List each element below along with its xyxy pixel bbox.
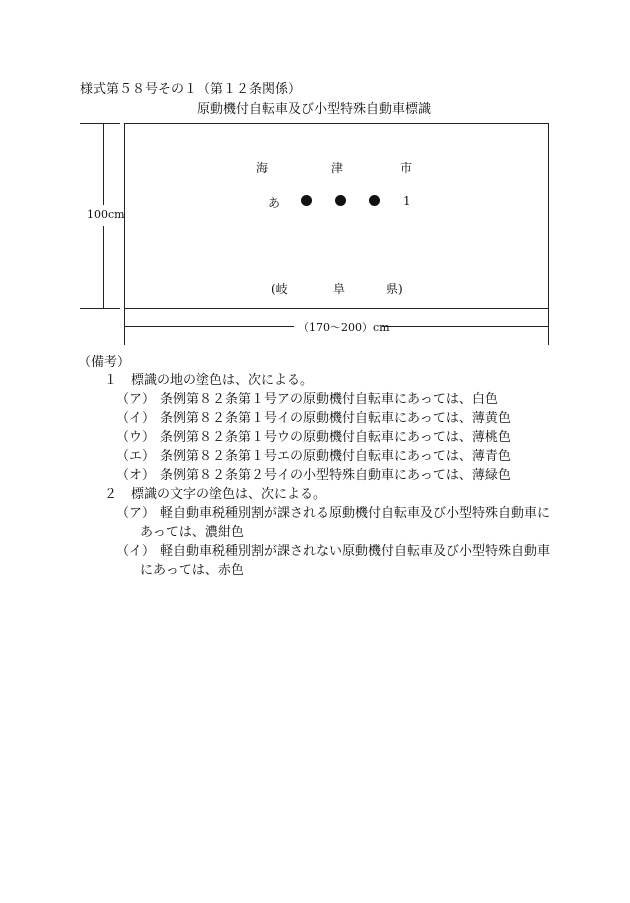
remark-2-number: ２ [104,487,118,502]
remark-2i-line2: にあっては、赤色 [140,563,244,578]
remark-1u-text: 条例第８２条第１号ウの原動機付自転車にあっては、薄桃色 [160,430,511,445]
plate-prefecture-char-2: 阜 [333,282,346,296]
height-dimension-line-upper [103,123,104,205]
plate-number: 1 [403,194,411,208]
plate-prefecture-char-3: 県) [386,282,403,296]
remark-1o-label: （オ） [116,468,156,483]
remark-2i-label: （イ） [116,544,156,559]
width-dimension-line-right [382,326,548,327]
height-dimension-label: 100cm [87,208,125,221]
plate-city-char-2: 津 [331,161,344,175]
width-dimension-label: （170～200）cm [298,321,390,334]
remark-1i-label: （イ） [116,411,156,426]
height-dimension-line-lower [103,226,104,308]
license-plate [124,123,549,309]
remark-1-number: １ [104,373,118,388]
form-number-title: 様式第５８号その１（第１２条関係） [80,82,302,97]
width-dimension-left-tick [124,309,125,345]
remark-1a-text: 条例第８２条第１号アの原動機付自転車にあっては、白色 [160,392,498,407]
remark-2-text: 標識の文字の塗色は、次による。 [131,487,327,502]
remark-1-text: 標識の地の塗色は、次による。 [131,373,314,388]
plate-city-char-3: 市 [400,161,413,175]
remark-2i-line1: 軽自動車税種別割が課されない原動機付自転車及び小型特殊自動車 [160,544,551,559]
remark-2a-line1: 軽自動車税種別割が課される原動機付自転車及び小型特殊自動車に [160,506,551,521]
height-dimension-bottom-tick [80,308,120,309]
remark-1o-text: 条例第８２条第２号イの小型特殊自動車にあっては、薄緑色 [160,468,511,483]
remark-1e-text: 条例第８２条第１号エの原動機付自転車にあっては、薄青色 [160,449,511,464]
remark-1e-label: （エ） [116,449,156,464]
remark-2a-label: （ア） [116,506,156,521]
plate-number-dot [301,195,312,206]
width-dimension-right-tick [548,309,549,345]
plate-class-char: あ [268,196,281,210]
plate-prefecture-char-1: (岐 [271,282,288,296]
remarks-heading: （備考） [78,355,131,370]
remark-1a-label: （ア） [116,392,156,407]
plate-city-char-1: 海 [256,161,269,175]
remark-1u-label: （ウ） [116,430,156,445]
remark-2a-line2: あっては、濃紺色 [140,525,244,540]
remark-1i-text: 条例第８２条第１号イの原動機付自転車にあっては、薄黄色 [160,411,511,426]
document-title: 原動機付自転車及び小型特殊自動車標識 [197,102,432,117]
plate-number-dot [335,195,346,206]
width-dimension-line-left [124,326,294,327]
height-dimension-top-tick [80,123,120,124]
plate-number-dot [369,195,380,206]
